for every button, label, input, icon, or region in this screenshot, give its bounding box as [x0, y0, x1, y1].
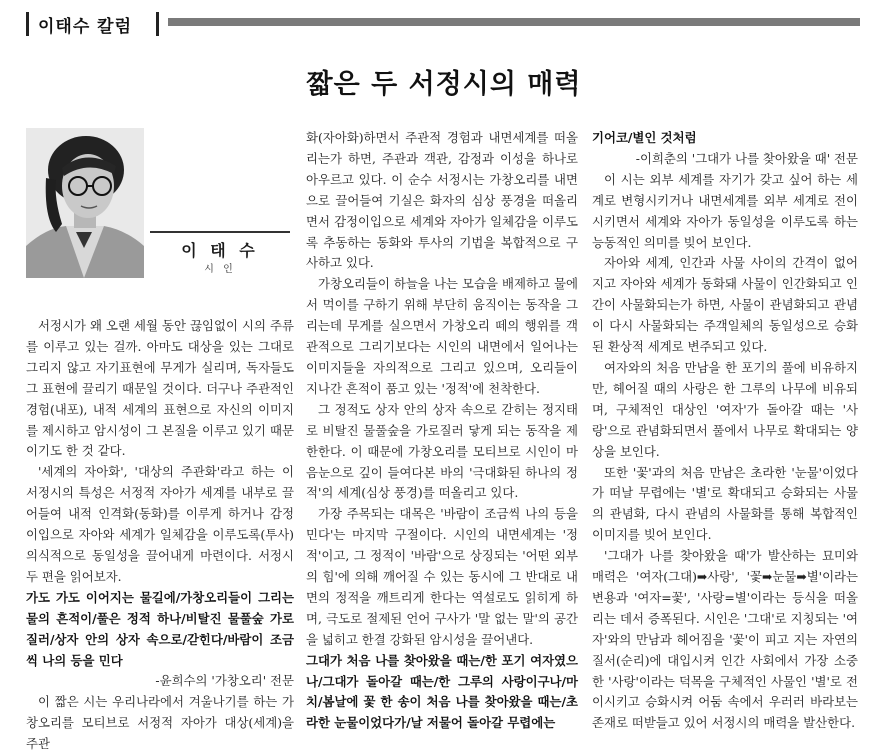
author-photo [26, 128, 144, 278]
poem-citation: -윤희수의 '가창오리' 전문 [155, 673, 294, 689]
article-column-3 [592, 128, 858, 734]
quoted-poem: 가도 가도 이어지는 물길에/가창오리들이 그리는 물의 흔적이/풀은 정적 하나/비탈진 물풀숲 가로질러/상자 안의 상자 속으로/갇힌다/바람이 조금씩 나의 등을 민다 [26, 589, 294, 668]
byline-rule [150, 231, 290, 233]
article-column-1 [26, 316, 294, 755]
article-column-2 [306, 128, 578, 734]
paragraph: 자아와 세계, 인간과 사물 사이의 간격이 없어지고 자아와 세계가 동화돼 사물이 인간화되고 인간이 사물화되는가 하면, 사물이 관념화되고 관념이 다시 사물화되는 주객일체의 동일성으로 승화된 환상적 세계로 변주되고 있다. [592, 255, 858, 355]
paragraph: 이 짧은 시는 우리나라에서 겨울나기를 하는 가창오리를 모티브로 서정적 자아가 대상(세계)을 주관 [26, 694, 294, 752]
header-left-rule [26, 12, 29, 36]
author-name: 이 태 수 [181, 241, 259, 260]
section-label: 이태수 칼럼 [38, 17, 133, 37]
paragraph: '세계의 자아화', '대상의 주관화'라고 하는 이 서정시의 특성은 서정적 자아가 세계를 내부로 끌어들여 내적 인격화(동화)를 이루게 하거나 감정이입으로 자아와 세계가 일체감을 이루도록(투사) 의식적으로 동일성을 끌어내게 마련이다. 서정시 두 편을 읽어보자. [26, 464, 294, 584]
header-divider [156, 12, 159, 36]
article-title: 짧은 두 서정시의 매력 [306, 69, 582, 100]
poem-citation: -이희춘의 '그대가 나를 찾아왔을 때' 전문 [635, 150, 858, 166]
quoted-poem-end: 기어코/별인 것처럼 [592, 130, 697, 145]
paragraph: 그 정적도 상자 안의 상자 속으로 갇히는 정지태로 비탈진 물풀숲을 가로질러 닿게 되는 동작을 제한한다. 이 때문에 가창오리를 모티브로 시인이 마음눈으로 깊이 들여다본 바의 '극대화된 하나의 정적'의 세계(심상 풍경)를 떠올리고 있다. [306, 401, 578, 501]
paragraph: 가장 주목되는 대목은 '바람이 조금씩 나의 등을 민다'는 마지막 구절이다. 시인의 내면세계는 '정적'이고, 그 정적이 '바람'으로 상징되는 '어떤 외부의 힘'에 의해 깨어질 수 있는 동시에 그 반대로 내면의 정적을 깨트리게 한다는 역설로도 읽히게 하며, 극도로 절제된 언어 구사가 '말 없는 말'의 공간을 넓히고 한결 강화된 암시성을 끌어낸다. [306, 506, 578, 647]
column-header [26, 8, 862, 38]
paragraph: 화(자아화)하면서 주관적 경험과 내면세계를 떠올리는가 하면, 주관과 객관, 감정과 이성을 하나로 아우르고 있다. 이 순수 서정시는 가창오리를 내면으로 끌어들여 기실은 화자의 심상 풍경을 떠올리면서 감정이입으로 세계와 자아가 일체감을 이루도록 추동하는 동화와 투사의 기법을 복합적으로 구사하고 있다. [306, 130, 578, 271]
paragraph: 가창오리들이 하늘을 나는 모습을 배제하고 물에서 먹이를 구하기 위해 부단히 움직이는 동작을 그리는데 무게를 실으면서 가창오리 떼의 행위를 객관적으로 그리기보다는 시인의 내면에서 일어나는 이미지들을 자의적으로 그리고 있으며, 오리들이 지나간 흔적이 품고 있는 '정적'에 천착한다. [306, 276, 578, 396]
paragraph: 여자와의 처음 만남을 한 포기의 풀에 비유하지만, 헤어질 때의 사랑은 한 그루의 나무에 비유되며, 구체적인 대상인 '여자'가 돌아갈 때는 '사랑'으로 관념화되면서 풀에서 나무로 확대되는 양상을 보인다. [592, 359, 858, 459]
author-role: 시 인 [204, 264, 236, 275]
quoted-poem: 그대가 처음 나를 찾아왔을 때는/한 포기 여자였으나/그대가 돌아갈 때는/한 그루의 사랑이구나/마치/봄날에 꽃 한 송이 처음 나를 찾아왔을 때는/초라한 눈물이었다가/날 저물어 돌아갈 무렵에는 [306, 652, 578, 731]
header-gray-strip [168, 18, 860, 26]
author-portrait-icon [26, 128, 144, 278]
paragraph: '그대가 나를 찾아왔을 때'가 발산하는 묘미와 매력은 '여자(그대)➡사랑', '꽃➡눈물➡별'이라는 변용과 '여자=꽃', '사랑=별'이라는 등식을 떠올리는 데서 증폭된다. 시인은 '그대'로 지칭되는 '여자'와의 만남과 헤어짐을 '꽃'이 피고 지는 자연의 질서(순리)에 대입시켜 인간 사회에서 가장 소중한 '사랑'이라는 덕목을 구체적인 사물인 '별'로 전이시키고 승화시켜 어둠 속에서 우러러 바라보는 존재로 떠받들고 있어 서정시의 매력을 발산한다. [592, 548, 858, 731]
paragraph: 이 시는 외부 세계를 자기가 갖고 싶어 하는 세계로 변형시키거나 내면세계를 외부 세계로 전이시키면서 세계와 자아가 동일성을 이루도록 하는 능동적인 의미를 빚어 보인다. [592, 171, 858, 250]
paragraph: 또한 '꽃'과의 처음 만남은 초라한 '눈물'이었다가 떠날 무렵에는 '별'로 확대되고 승화되는 사물의 관념화, 다시 관념의 사물화를 통해 복합적인 이미지를 빚어 보인다. [592, 464, 858, 543]
paragraph: 서정시가 왜 오랜 세월 동안 끊임없이 시의 주류를 이루고 있는 걸까. 아마도 대상을 있는 그대로 그리지 않고 자기표현에 무게가 실리며, 독자들도 그 표현에 끌리기 때문일 것이다. 더구나 주관적인 경험(내포), 내적 세계의 표현으로 자신의 이미지를 제시하고 암시성이 그 본질을 이루고 있기 때문이기도 한 것 같다. [26, 318, 294, 459]
